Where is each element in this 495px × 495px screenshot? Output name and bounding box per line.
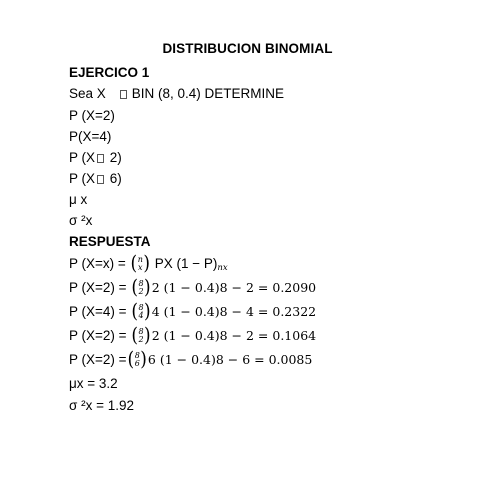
problem-statement	[69, 85, 284, 103]
binom-bottom: 4	[138, 311, 144, 321]
formula-middle: PX (1 − P)	[150, 256, 218, 271]
question-3-prefix: P (X	[69, 150, 96, 165]
missing-glyph-icon	[120, 90, 127, 99]
answer-row	[69, 276, 317, 300]
question-2: P(X=4)	[69, 129, 112, 144]
binom-top: 8	[138, 303, 144, 313]
document-title: DISTRIBUCION BINOMIAL	[162, 41, 333, 56]
answer-expression: 2 (1 − 0.4)8 − 2 = 0.2090	[151, 280, 317, 295]
question-4-suffix: 6)	[106, 171, 122, 186]
question-4-prefix: P (X	[69, 171, 96, 186]
binom-top: 8	[138, 327, 144, 337]
question-3-suffix: 2)	[106, 150, 122, 165]
binom-top: 8	[134, 351, 140, 361]
variance-result: σ ²x = 1.92	[69, 398, 134, 413]
binom-top: 8	[138, 279, 144, 289]
answer-row	[69, 300, 317, 324]
binomial-coefficient: ( 8 6 )	[127, 348, 147, 372]
answer-prefix: P (X=2) =	[69, 352, 127, 367]
formula-exponent: nx	[217, 263, 228, 273]
binom-bottom: 2	[138, 287, 144, 297]
binomial-formula	[69, 252, 228, 277]
binomial-coefficient: ( 8 4 )	[131, 300, 151, 324]
statement-rest: BIN (8, 0.4) DETERMINE	[131, 86, 285, 101]
answer-row	[69, 348, 313, 372]
question-5: μ x	[69, 192, 88, 207]
answer-prefix: P (X=2) =	[69, 328, 127, 343]
answer-expression: 4 (1 − 0.4)8 − 4 = 0.2322	[151, 304, 317, 319]
question-6: σ ²x	[69, 213, 93, 228]
missing-glyph-icon	[97, 154, 104, 163]
question-1: P (X=2)	[69, 108, 115, 123]
exercise-heading: EJERCICO 1	[69, 65, 150, 80]
question-3	[69, 149, 122, 167]
mean-result: μx = 3.2	[69, 376, 118, 391]
answer-expression: 6 (1 − 0.4)8 − 6 = 0.0085	[147, 352, 313, 367]
formula-prefix: P (X=x) =	[69, 256, 126, 271]
answer-prefix: P (X=2) =	[69, 280, 127, 295]
answer-row	[69, 324, 317, 348]
binomial-coefficient: ( 8 2 )	[131, 324, 151, 348]
binomial-coefficient: ( n x )	[130, 252, 150, 276]
answer-prefix: P (X=4) =	[69, 304, 127, 319]
binom-bottom: x	[138, 263, 143, 273]
statement-prefix: Sea X	[69, 86, 106, 101]
question-4	[69, 170, 122, 188]
binom-bottom: 6	[134, 359, 140, 369]
answer-heading: RESPUESTA	[69, 234, 151, 249]
binom-top: n	[137, 255, 143, 265]
binom-bottom: 2	[138, 335, 144, 345]
missing-glyph-icon	[97, 175, 104, 184]
answer-expression: 2 (1 − 0.4)8 − 2 = 0.1064	[151, 328, 317, 343]
binomial-coefficient: ( 8 2 )	[131, 276, 151, 300]
